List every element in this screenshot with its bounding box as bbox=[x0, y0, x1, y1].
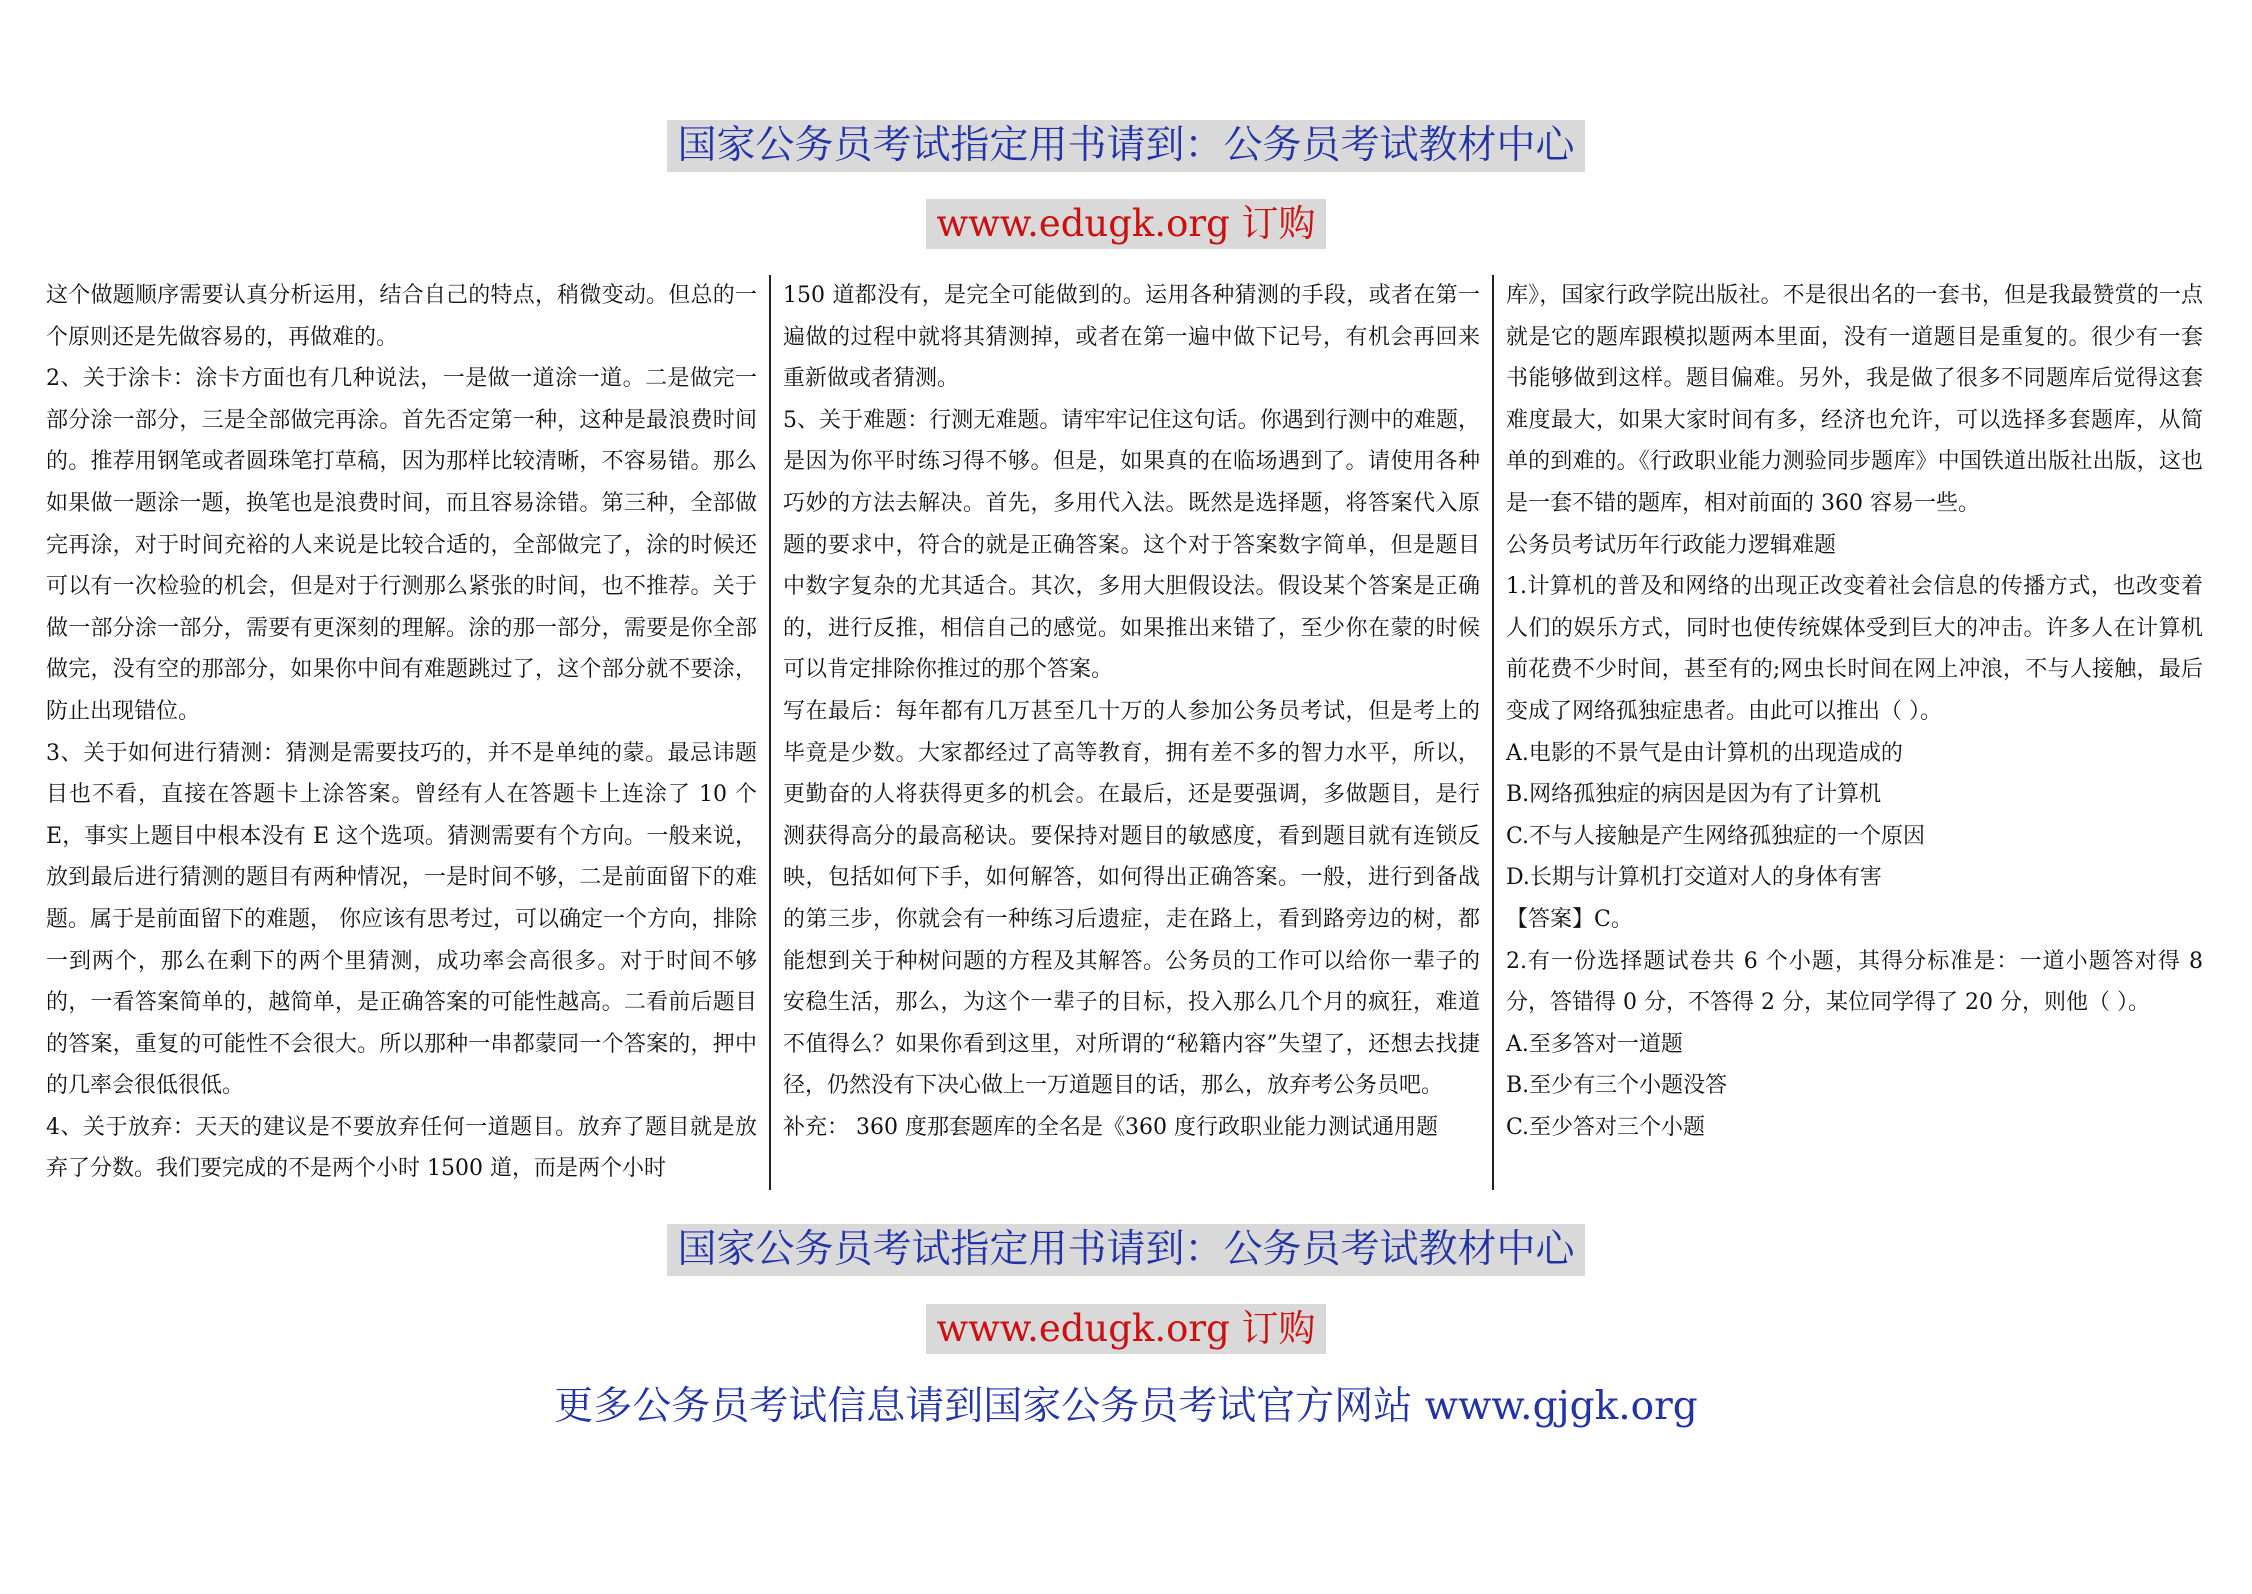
header-title bbox=[0, 120, 2252, 172]
paragraph: 4、关于放弃：天天的建议是不要放弃任何一道题目。放弃了题目就是放弃了分数。我们要完成的不是两个小时 1500 道，而是两个小时 bbox=[46, 1114, 757, 1182]
header-url bbox=[0, 199, 2252, 249]
footer-title bbox=[0, 1224, 2252, 1276]
footer-url-link[interactable]: www.edugk.org 订购 bbox=[926, 1304, 1325, 1354]
paragraph: 这个做题顺序需要认真分析运用，结合自己的特点，稍微变动。但总的一个原则还是先做容易的，再做难的。 bbox=[46, 283, 757, 350]
paragraph: 公务员考试历年行政能力逻辑难题 bbox=[1506, 532, 1837, 558]
footer-title-text: 国家公务员考试指定用书请到：公务员考试教材中心 bbox=[667, 1224, 1584, 1276]
paragraph: B.至少有三个小题没答 bbox=[1506, 1073, 1728, 1099]
paragraph: 2.有一份选择题试卷共 6 个小题，其得分标准是：一道小题答对得 8 分，答错得 0 分，不答得 2 分，某位同学得了 20 分，则他（ ）。 bbox=[1506, 948, 2203, 1016]
paragraph: 写在最后：每年都有几万甚至几十万的人参加公务员考试，但是考上的毕竟是少数。大家都经过了高等教育，拥有差不多的智力水平，所以，更勤奋的人将获得更多的机会。在最后，还是要强调，多做题目，是行测获得高分的最高秘诀。要保持对题目的敏感度，看到题目就有连锁反映，包括如何下手，如何解答，如何得出正确答案。一般，进行到备战的第三步，你就会有一种练习后遗症，走在路上，看到路旁边的树，都能想到关于种树问题的方程及其解答。公务员的工作可以给你一辈子的安稳生活，那么，为这个一辈子的目标，投入那么几个月的疯狂，难道不值得么？如果你看到这里，对所谓的“秘籍内容”失望了，还想去找捷径，仍然没有下决心做上一万道题目的话，那么，放弃考公务员吧。 bbox=[783, 698, 1480, 1099]
column-2 bbox=[769, 275, 1492, 1190]
article-columns bbox=[46, 275, 2216, 1190]
paragraph: 150 道都没有，是完全可能做到的。运用各种猜测的手段，或者在第一遍做的过程中就将其猜测掉，或者在第一遍中做下记号，有机会再回来重新做或者猜测。 bbox=[783, 283, 1480, 392]
column-3 bbox=[1492, 275, 2215, 1190]
paragraph: B.网络孤独症的病因是因为有了计算机 bbox=[1506, 782, 1882, 808]
header-title-text: 国家公务员考试指定用书请到：公务员考试教材中心 bbox=[667, 120, 1584, 172]
paragraph: 5、关于难题：行测无难题。请牢牢记住这句话。你遇到行测中的难题，是因为你平时练习得不够。但是，如果真的在临场遇到了。请使用各种巧妙的方法去解决。首先，多用代入法。既然是选择题，将答案代入原题的要求中，符合的就是正确答案。这个对于答案数字简单，但是题目中数字复杂的尤其适合。其次，多用大胆假设法。假设某个答案是正确的，进行反推，相信自己的感觉。如果推出来错了，至少你在蒙的时候可以肯定排除你推过的那个答案。 bbox=[783, 407, 1480, 683]
paragraph: D.长期与计算机打交道对人的身体有害 bbox=[1506, 865, 1882, 891]
paragraph: 补充： 360 度那套题库的全名是《360 度行政职业能力测试通用题 bbox=[783, 1114, 1438, 1140]
paragraph: 2、关于涂卡：涂卡方面也有几种说法，一是做一道涂一道。二是做完一部分涂一部分，三是全部做完再涂。首先否定第一种，这种是最浪费时间的。推荐用钢笔或者圆珠笔打草稿，因为那样比较清晰，不容易错。那么如果做一题涂一题，换笔也是浪费时间，而且容易涂错。第三种，全部做完再涂，对于时间充裕的人来说是比较合适的，全部做完了，涂的时候还可以有一次检验的机会，但是对于行测那么紧张的时间，也不推荐。关于做一部分涂一部分，需要有更深刻的理解。涂的那一部分，需要是你全部做完，没有空的那部分，如果你中间有难题跳过了，这个部分就不要涂，防止出现错位。 bbox=[46, 366, 757, 724]
paragraph: A.电影的不景气是由计算机的出现造成的 bbox=[1506, 740, 1903, 766]
paragraph: 【答案】C。 bbox=[1506, 906, 1633, 932]
paragraph: 3、关于如何进行猜测：猜测是需要技巧的，并不是单纯的蒙。最忌讳题目也不看，直接在答题卡上涂答案。曾经有人在答题卡上连涂了 10 个 E，事实上题目中根本没有 E 这个选项。猜测需要有个方向。一般来说，放到最后进行猜测的题目有两种情况，一是时间不够，二是前面留下的难题。属于是前面留下的难题， 你应该有思考过，可以确定一个方向，排除一到两个，那么在剩下的两个里猜测，成功率会高很多。对于时间不够的，一看答案简单的，越简单，是正确答案的可能性越高。二看前后题目的答案，重复的可能性不会很大。所以那种一串都蒙同一个答案的，押中的几率会很低很低。 bbox=[46, 740, 757, 1099]
column-1 bbox=[46, 275, 769, 1190]
paragraph: 库》，国家行政学院出版社。不是很出名的一套书，但是我最赞赏的一点就是它的题库跟模拟题两本里面，没有一道题目是重复的。很少有一套书能够做到这样。题目偏难。另外，我是做了很多不同题库后觉得这套难度最大，如果大家时间有多，经济也允许，可以选择多套题库，从简单的到难的。《行政职业能力测验同步题库》中国铁道出版社出版，这也是一套不错的题库，相对前面的 360 容易一些。 bbox=[1506, 283, 2203, 516]
paragraph: C.不与人接触是产生网络孤独症的一个原因 bbox=[1506, 823, 1926, 849]
header-url-link[interactable]: www.edugk.org 订购 bbox=[926, 199, 1325, 249]
paragraph: 1.计算机的普及和网络的出现正改变着社会信息的传播方式，也改变着人们的娱乐方式，同时也使传统媒体受到巨大的冲击。许多人在计算机前花费不少时间，甚至有的;网虫长时间在网上冲浪，不与人接触，最后变成了网络孤独症患者。由此可以推出（ ）。 bbox=[1506, 574, 2203, 724]
footer-more-info[interactable]: 更多公务员考试信息请到国家公务员考试官方网站 www.gjgk.org bbox=[554, 1384, 1698, 1429]
paragraph: C.至少答对三个小题 bbox=[1506, 1114, 1706, 1140]
paragraph: A.至多答对一道题 bbox=[1506, 1031, 1683, 1057]
footer-url bbox=[0, 1304, 2252, 1354]
